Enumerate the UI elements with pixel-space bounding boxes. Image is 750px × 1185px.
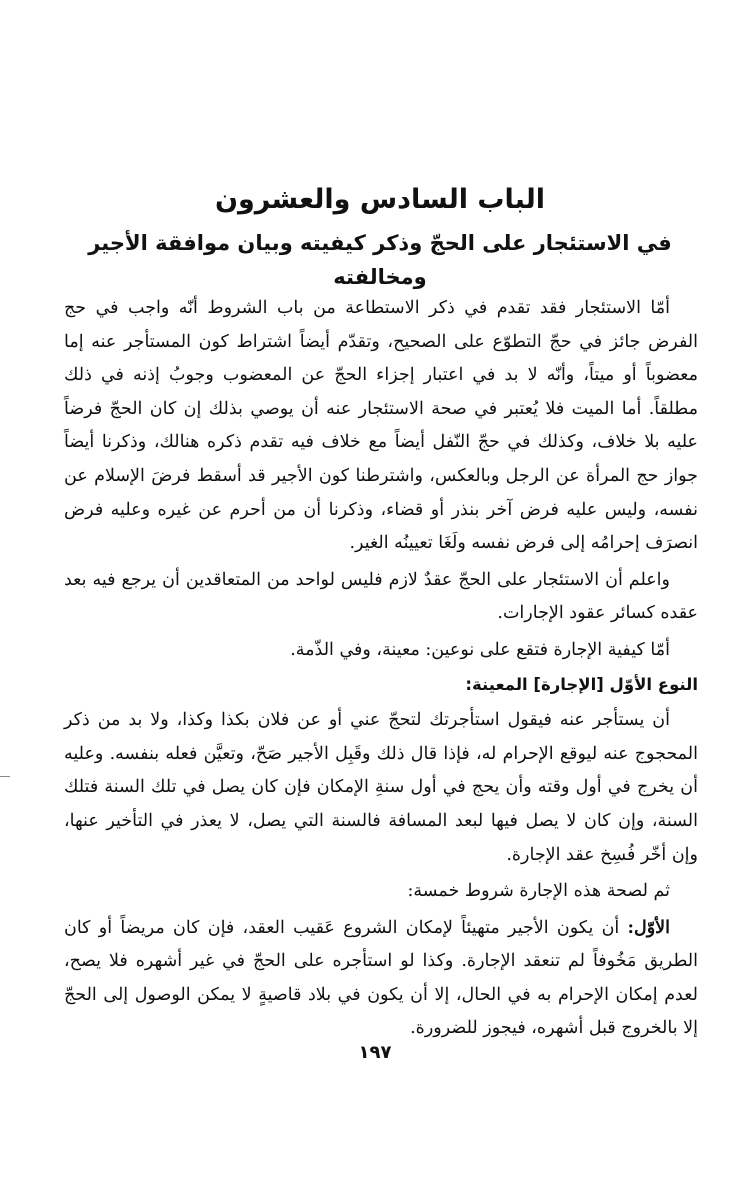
chapter-subtitle: في الاستئجار على الحجّ وذكر كيفيته وبيان موافقة الأجير ومخالفته — [88, 231, 672, 289]
paragraph-intro: أمّا الاستئجار فقد تقدم في ذكر الاستطاعة من باب الشروط أنّه واجب في حج الفرض جائز في حجّ التطوّع على الصحيح، وتقدّم أيضاً اشتراط كون المستأجر عنه إما معضوباً أو ميتاً، وأنّه لا بد في اعتبار إجزاء الحجّ عن المعضوب وجوبُ إذنه في ذلك مطلقاً. أما الميت فلا يُعتبر في صحة الاستئجار عنه أن يوصي بذلك إن كان الحجّ فرضاً عليه بلا خلاف، وكذلك في حجّ النّفل أيضاً مع خلاف فيه تقدم ذكره هنالك، وذكرنا أيضاً جواز حج المرأة عن الرجل وبالعكس، واشترطنا كون الأجير قد أسقط فرضَ الإسلام عن نفسه، وليس عليه فرض آخر بنذر أو قضاء، وذكرنا أن من أحرم عن غيره وعليه فرض انصرَف إحرامُه إلى فرض نفسه ولَغَا تعيينُه الغير. — [64, 298, 698, 554]
section-heading: النوع الأوّل [الإجارة] المعينة: — [465, 674, 698, 694]
page-number: ١٩٧ — [358, 1042, 392, 1063]
paragraph-types: أمّا كيفية الإجارة فتقع على نوعين: معينة، وفي الذّمة. — [290, 639, 670, 660]
body-text — [64, 292, 698, 1046]
paragraph-conditions-intro: ثم لصحة هذه الإجارة شروط خمسة: — [407, 881, 670, 902]
first-condition-lead: الأوّل: — [627, 917, 670, 938]
margin-mark — [0, 776, 10, 777]
chapter-title: الباب السادس والعشرون — [214, 184, 546, 215]
paragraph-first-condition — [64, 912, 698, 1046]
first-condition-text: أن يكون الأجير متهيئاً لإمكان الشروع عَقيب العقد، فإن كان مريضاً أو كان الطريق مَخُوفاً لم تنعقد الإجارة. وكذا لو استأجره على الحجّ في غير أشهره فلا يصح، لعدم إمكان الإحرام به في الحال، إلا أن يكون في بلاد قاصيةٍ لا يمكن الوصول إلى الحجّ إلا بالخروج قبل أشهره، فيجوز للضرورة. — [64, 917, 698, 1039]
paragraph-specific-hire: أن يستأجر عنه فيقول استأجرتك لتحجّ عني أو عن فلان بكذا وكذا، ولا بد من ذكر المحجوج عنه ليوقع الإحرام له، فإذا قال ذلك وقَبِل الأجير صَحّ، وتعيَّن فعله بنفسه. وعليه أن يخرج في أول وقته وأن يحج في أول سنةِ الإمكان فإن كان يصل في تلك السنة فتلك السنة، وإن كان لا يصل فيها لبعد المسافة فالسنة التي يصل، لا يعذر في التأخير عنها، وإن أخّر فُسِخ عقد الإجارة. — [64, 710, 698, 865]
paragraph-binding-contract: واعلم أن الاستئجار على الحجّ عقدٌ لازم فليس لواحد من المتعاقدين أن يرجع فيه بعد عقده كسائر عقود الإجارات. — [64, 569, 698, 624]
